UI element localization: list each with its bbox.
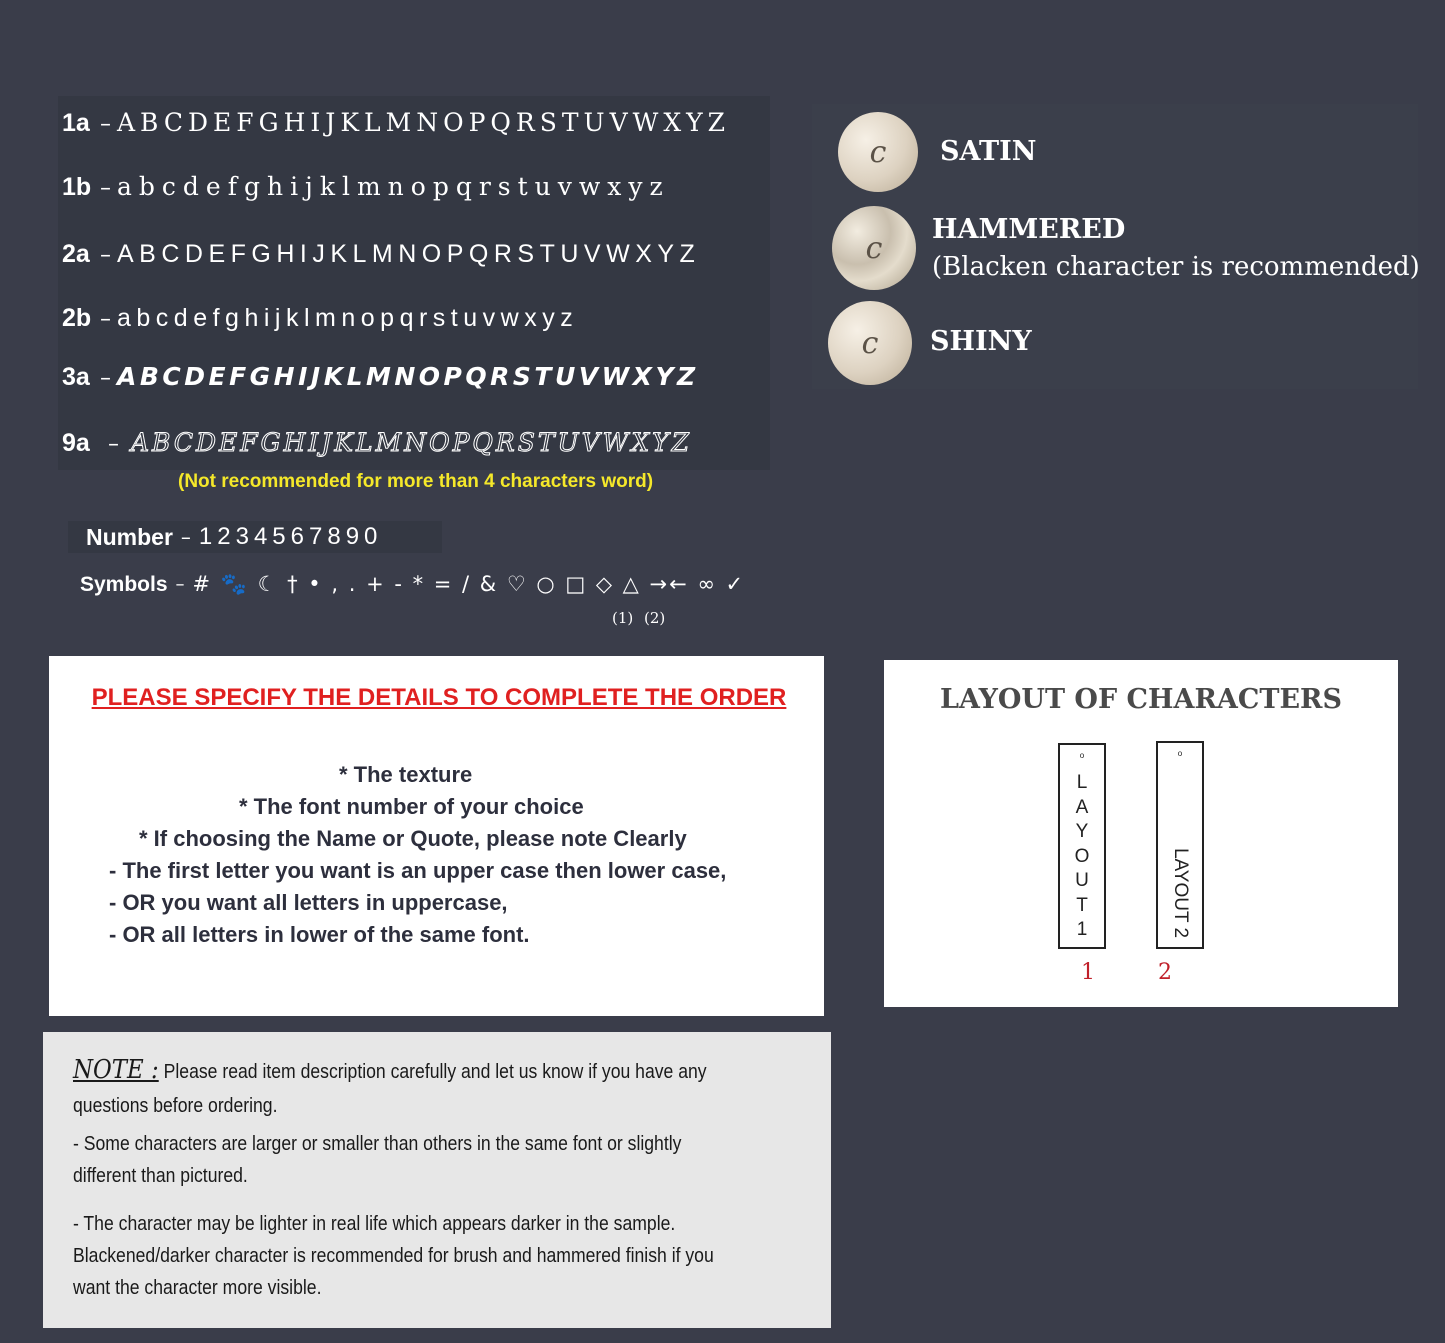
font-code: 1b (62, 173, 92, 201)
layout-title: LAYOUT OF CHARACTERS (940, 684, 1342, 715)
finish-hammered-note: (Blacken character is recommended) (932, 252, 1420, 282)
font-row-1a (62, 108, 730, 138)
font-letters: ABCDEFGHIJKLMNOPQRSTUVWXYZ (131, 428, 693, 457)
symbols-dash: – (175, 574, 185, 595)
layout-2-number: 2 (1158, 960, 1172, 985)
font-row-9a (62, 428, 692, 458)
hammered-disc-image: c (832, 206, 916, 290)
note-line-1 (73, 1054, 803, 1088)
note-text: Please read item description carefully and let us know if you have any (163, 1061, 707, 1083)
number-label: Number (86, 523, 173, 550)
layout-2-text: LAYOUT 2 (1170, 847, 1191, 939)
font-row-2b (62, 304, 578, 333)
number-values: 1234567890 (198, 523, 383, 550)
font-row-1b (62, 172, 670, 202)
font-dash: – (100, 366, 111, 391)
font-dash: – (100, 307, 111, 332)
note-line-3: - Some characters are larger or smaller than others in the same font or slightly (73, 1133, 682, 1155)
font-letters: abcdefghijklmnopqrstuvwxyz (117, 304, 579, 332)
font-dash: – (108, 432, 119, 457)
font-letters: ABCDEFGHIJKLMNOPQRSTUVWXYZ (117, 362, 699, 391)
note-line-4: different than pictured. (73, 1165, 248, 1187)
note-line-5: - The character may be lighter in real life which appears darker in the sample. (73, 1213, 676, 1235)
symbols-row (80, 572, 745, 597)
symbols-notes: (1) (2) (612, 609, 666, 627)
font-warning: (Not recommended for more than 4 characters word) (178, 471, 654, 492)
order-title: PLEASE SPECIFY THE DETAILS TO COMPLETE THE ORDER (91, 684, 787, 711)
finish-hammered-label: HAMMERED (932, 214, 1126, 245)
note-heading: NOTE : (73, 1055, 159, 1085)
font-dash: – (100, 176, 111, 201)
order-line-texture: * The texture (339, 762, 473, 787)
font-letters: ABCDEFGHIJKLMNOPQRSTUVWXYZ (117, 240, 701, 268)
order-line-case-2: - OR you want all letters in uppercase, (109, 890, 508, 915)
satin-disc-image: c (838, 112, 918, 192)
layout-1-number: 1 (1081, 960, 1095, 985)
tag-hole-icon: o (1079, 751, 1085, 760)
finish-satin-label: SATIN (940, 136, 1037, 167)
note-line-7: want the character more visible. (73, 1277, 322, 1299)
number-row (68, 521, 442, 553)
finish-shiny-label: SHINY (930, 326, 1032, 357)
font-code: 9a (62, 429, 90, 457)
order-line-name: * If choosing the Name or Quote, please note Clearly (139, 826, 687, 851)
font-dash: – (100, 243, 111, 268)
font-letters: ABCDEFGHIJKLMNOPQRSTUVWXYZ (117, 108, 731, 137)
font-samples-panel (58, 96, 770, 470)
layout-1-tag (1058, 743, 1106, 949)
order-details-box (49, 656, 824, 1016)
font-code: 1a (62, 109, 90, 137)
font-code: 2a (62, 240, 90, 268)
font-code: 3a (62, 363, 90, 391)
layout-1-text: L A Y O U T 1 (1074, 772, 1090, 940)
symbols-label: Symbols (80, 572, 168, 596)
tag-hole-icon: o (1177, 749, 1183, 758)
layout-box (884, 660, 1398, 1007)
font-code: 2b (62, 304, 92, 332)
note-line-2: questions before ordering. (73, 1095, 278, 1117)
order-line-font: * The font number of your choice (239, 794, 584, 819)
shiny-disc-image: c (828, 301, 912, 385)
font-row-2a (62, 240, 700, 269)
layout-2-tag (1156, 741, 1204, 949)
note-line-6: Blackened/darker character is recommended for brush and hammered finish if you (73, 1245, 714, 1267)
font-dash: – (100, 112, 111, 137)
symbols-values: # 🐾 ☾ † • , . + - * = / & ♡ ○ □ ◇ △ →← ∞ ✓ (192, 572, 746, 596)
order-line-case-3: - OR all letters in lower of the same font. (109, 922, 530, 947)
number-dash: – (180, 525, 191, 549)
note-box (43, 1032, 831, 1328)
font-letters: abcdefghijklmnopqrstuvwxyz (117, 172, 670, 201)
font-row-3a (62, 362, 699, 392)
order-line-case-1: - The first letter you want is an upper case then lower case, (109, 858, 727, 883)
